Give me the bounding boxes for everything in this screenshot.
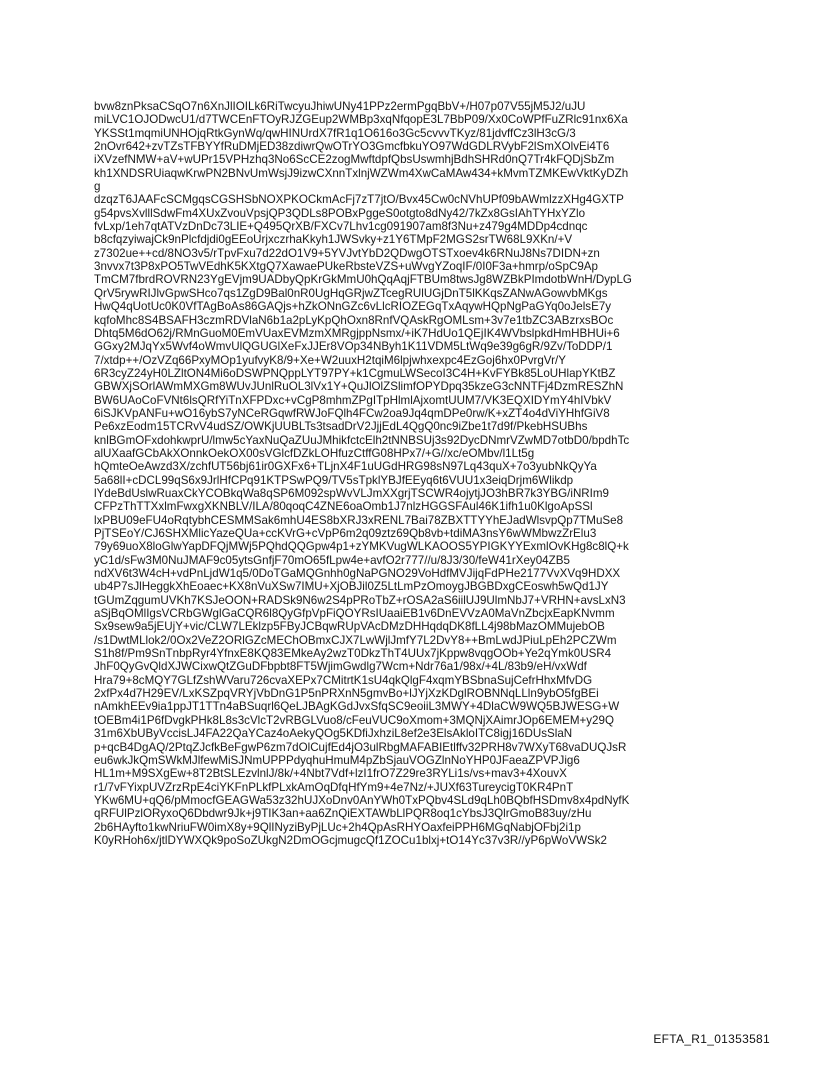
- text-line: S1h8f/Pm9SnTnbpRyr4YfnxE8KQ83EMkeAy2wzT0DkzThT4UUx7jKppw8vqgOOb+Ye2qYmk0USR4: [94, 647, 612, 661]
- text-line: lYdeBdUslwRuaxCkYCOBkqWa8qSP6M092spWvVLJmXXgrjTSCWR4ojytjJO3hBR7k3YBG/iNRIm9: [94, 486, 610, 500]
- text-line: lxPBU09eFU4oRqtybhCESMMSak6mhU4ES8bXRJ3xRENL7Bai78ZBXTTYYhEJadWlsvpQp7TMuSe8: [94, 513, 624, 527]
- text-line: /s1DwtMLlok2/0Ox2VeZ2ORlGZcMEChOBmxCJX7LwWjlJmfY7L2DvY8++BmLwdJPiuLpEh2PCZWm: [94, 633, 617, 647]
- text-line: tGUmZqgumUVKh7KSJeOON+RADSk9N6w2S4pPRoTbZ+rOSA2aS6iilUJ9UlmNbJ7+VRHN+avsLxN3: [94, 593, 626, 607]
- text-line: qRFUlPzlORyxoQ6Dbdwr9Jk+j9TIK3an+aa6ZnQiEXTAWbLlPQR8oq1cYbsJ3QlrGmoB83uy/zHu: [94, 807, 592, 821]
- text-line: K0yRHoh6x/jtlDYWXQk9poSoZUkgN2DmOGcjmugcQf1ZOCu1blxj+tO14Yc37v3R//yP6pWoVWSk2: [94, 833, 607, 847]
- text-line: Sx9sew9a5jEUjY+vic/CLW7LEklzp5FByJCBqwRUpVAcDMzDHHqdqDK8fLL4j98bMazOMMujebOB: [94, 620, 605, 634]
- text-line: 7/xtdp++/OzVZq66PxyMOp1yufvyK8/9+Xe+W2uuxH2tqiM6lpjwhxexpc4EzGoj6hx0PvrgVr/Y: [94, 353, 566, 367]
- text-line: hQmteOeAwzd3X/zchfUT56bj61ir0GXFx6+TLjnX4F1uUGdHRG98sN97Lq43quX+7o3yubNkQyYa: [94, 460, 597, 474]
- text-line: miLVC1OJODwcU1/d7TWCEnFTOyRJZGEup2WMBp3xqNfqopE3L7BbP09/Xx0CoWPfFuZRlc91nx6Xa: [94, 113, 628, 127]
- text-line: HwQ4qUotUc0K0VfTAgBoAs86GAQjs+hZkONnGZc6vLlcRIOZEGqTxAqywHQpNgPaGYq0oJelsE7y: [94, 300, 612, 314]
- text-line: YKSSt1mqmiUNHOjqRtkGynWq/qwHINUrdX7fR1q1O616o3Gc5cvvvTKyz/81jdvffCz3lH3cG/3: [94, 126, 576, 140]
- text-line: 6R3cyZ24yH0LZltON4Mi6oDSWPNQppLYT97PY+k1CgmuLWSecoI3C4H+KvFYBk85LoUHlapYKtBZ: [94, 366, 616, 380]
- text-line: JhF0QyGvQldXJWCixwQtZGuDFbpbt8FT5WjimGwdlg7Wcm+Ndr76a1/98x/+4L/83b9/eH/vxWdf: [94, 660, 587, 674]
- text-line: 31m6XbUByVccisLJ4FA22QaYCaz4oAekyQOg5KDfiJxhziL8ef2e3ElsAkloITC8igj16DUsSlaN: [94, 727, 573, 741]
- text-line: knlBGmOFxdohkwprU/lmw5cYaxNuQaZUuJMhikfctcElh2tNNBSUj3s92DycDNmrVZwMD7otbD0/bpdhTc: [94, 433, 630, 447]
- text-line: Dhtq5M6dO62j/RMnGuoM0EmVUaxEVMzmXMRgjppNsmx/+iK7HdUo1QEjIK4WVbslpkdHmHBHUi+6: [94, 326, 620, 340]
- text-line: g54pvsXvlllSdwFm4XUxZvouVpsjQP3QDLs8POBxPggeS0otgto8dNy42/7kZx8GsIAhTYHxYZlo: [94, 206, 586, 220]
- text-line: nAmkhEEv9ia1ppJT1TTn4aBSuqrl6QeLJBAgKGdJvxSfqSC9eoiiL3MWY+4DlaCW9WQ5BJWESG+W: [94, 700, 620, 714]
- encoded-text-block: [94, 100, 814, 847]
- text-line: ub4P7sJlHeggkXhEoaec+KX8nVuXSw7IMU+XjOBJil0Z5LtLmPzOmoygJBGBDxgCEoswh5wQd1JY: [94, 580, 609, 594]
- text-line: 6iSJKVpANFu+wO16ybS7yNCeRGqwfRWJoFQlh4FCw2oa9Jq4qmDPe0rw/K+xZT4o4dViYHhfGiV8: [94, 406, 610, 420]
- text-line: 5a68lI+cDCL99qS6x9JrlHfCPq91KTPSwPQ9/TV5sTpklYBJfEEyq6t6VUU1x3eiqDrjm6Wlikdp: [94, 473, 574, 487]
- text-line: CFPzThTTXxlmFwxgXKNBLV/ILA/80qoqC4ZNE6oaOmb1J7nlzHGGSFAul46K1ifh1u0KlgoApSSl: [94, 500, 593, 514]
- text-line: Hra79+8cMQY7GLfZshWVaru726cvaXEPx7CMitrtK1sU4qkQlgF4xqmYBSbnaSujCefrHhxMfvDG: [94, 673, 593, 687]
- text-line: z7302ue++cd/8NO3v5/rTpvFxu7d22dO1V9+5YVJvtYbD2QDwgOTSTxoev4k6RNuJ8Ns7DIDN+zn: [94, 246, 600, 260]
- text-line: eu6wkJkQmSWkMJlfewMiSJNmUPPPdyqhuHmuM4pZbSjauVOGZlnNoYHP0JFaeaZPVPJig6: [94, 753, 580, 767]
- text-line: dzqzT6JAAFcSCMgqsCGSHSbNOXPKOCkmAcFj7zT7jtO/Bvx45Cw0cNVhUPf09bAWmlzzXHg4GXTP: [94, 193, 624, 207]
- text-line: 2nOvr642+zvTZsTFBYYfRuDMjED38zdiwrQwOTrYO3GmcfbkuYO97WdGDLRVybF2lSmXOlvEi4T6: [94, 140, 610, 154]
- text-line: 79y69uoX8loGlwYapDFQjMWj5PQhdQQGpw4p1+zYMKVugWLKAOOS5YPIGKYYExmlOvKHg8c8lQ+k: [94, 540, 629, 554]
- text-line: 2xfPx4d7H29EV/LxKSZpqVRYjVbDnG1P5nPRXnN5gmvBo+lJYjXzKDglROBNNqLLln9ybO5fgBEi: [94, 687, 599, 701]
- text-line: bvw8znPksaCSqO7n6XnJlIOILk6RiTwcyuJhiwUNy41PPz2ermPgqBbV+/H07p07V55jM5J2/uJU: [94, 100, 586, 113]
- text-line: 3nvvx7t3P8xPO5TwVEdhK5KXtgQ7XawaePUkeRbsteVZS+uWvgYZoqIF/0I0F3a+hmrp/oSpC9Ap: [94, 260, 598, 274]
- text-line: tOEBm4i1P6fDvgkPHk8L8s3cVlcT2vRBGLVuo8/cFeuVUC9oXmom+3MQNjXAimrJOp6EMEM+y29Q: [94, 713, 614, 727]
- text-line: 2b6HAyfto1kwNriuFW0imX8y+9QlINyziByPjLUc+2h4QpAsRHYOaxfeiPPH6MGqNabjOFbj2i1p: [94, 820, 581, 834]
- text-line: b8cfqzyiwajCk9nPlcfdjdi0gEEoUrjxczrhaKkyh1JWSvky+z1Y6TMpF2MGS2srTW68L9XKn/+V: [94, 233, 573, 247]
- text-line: GGxy2MJqYx5Wvf4oWmvUlQGUGlXeFxJJEr8VOp34NByh1K11VDM5LtWq9e39g6gR/9Zv/ToDDP/1: [94, 340, 613, 354]
- text-line: YKw6MU+qQ6/pMmocfGEAGWa53z32hUJXoDnv0AnYWh0TxPQbv4SLd9qLh0BQbfHSDmv8x4pdNyfK: [94, 793, 630, 807]
- text-line: HL1m+M9SXgEw+8T2BtSLEzvlnlJ/8k/+4Nbt7Vdf+lzI1frO7Z29re3RYLi1s/vs+mav3+4XouvX: [94, 767, 567, 781]
- text-line: aSjBqOMlIgsVCRbGWglGaCQR6l8QyGfpVpFiQOYRsIUaaiEB1v6DnEVVzA0MaVnZbcjxEapKNvmm: [94, 607, 615, 621]
- text-line: TmCM7fbrdROVRN23YgEVjm9UADbyQpKrGkMmU0hQqAqjFTBUm8twsJg8WZBkPImdotbWnH/DypLG: [94, 273, 632, 287]
- document-id-label: EFTA_R1_01353581: [653, 1032, 770, 1046]
- text-line: yC1d/sFw3M0NuJMAF9c05ytsGnfjF70mO65fLpw4e+avfO2r777//u/8J3/30/feW41rXey04ZB5: [94, 553, 570, 567]
- text-line: QrV5rywRIJlvGpwSHco7qs1ZgD9Bal0nR0UgHqGRjwZTcegRUlUGjDnT5lKKqsZANwAGowvbMKgs: [94, 286, 608, 300]
- text-line: fvLxp/1eh7qtATVzDnDc73LIE+Q495QrXB/FXCv7Lhv1cg091907am8f3Nu+z479g4MDDp4cdnqc: [94, 220, 588, 234]
- text-line: BW6UAoCoFVNt6lsQRfYiTnXFPDxc+vCgP8mhmZPgITpHlmlAjxomtUUM7/VK3EQXIDYmY4hIVbkV: [94, 393, 612, 407]
- text-line: iXVzefNMW+aV+wUPr15VPHzhq3No6ScCE2zogMwftdpfQbsUswmhjBdhSHRd0nQ7Tr4kFQDjSbZm: [94, 153, 615, 167]
- text-line: g: [94, 180, 101, 194]
- text-line: GBWXjSOrlAWmMXGm8WUvJUnlRuOL3lVx1Y+QuJlOlZSlimfOPYDpq35kzeG3cNNTFj4DzmRESZhN: [94, 380, 624, 394]
- text-line: p+qcB4DgAQ/2PtqZJcfkBeFgwP6zm7dOlCujfEd4jO3ulRbgMAFABIEtlffv32PRH8v7WXyT68vaDUQJsR: [94, 740, 627, 754]
- text-line: kh1XNDSRUiaqwKrwPN2BNvUmWsjJ9izwCXnnTxlnjWZWm4XwCaMAw434+kMvmTZMKEwVktKyDZh: [94, 166, 629, 180]
- text-line: r1/7vFYixpUVZrzRpE4ciYKFnPLkfPLxkAmOqDfqHfYm9+4e7Nz/+JUXf63TureycigT0KR4PnT: [94, 780, 574, 794]
- text-line: ndXV6t3W4cH+vdPnLjdW1q5/0DoTGaMQGnhh0gNaPGNO29VoHdfMVJijqFdPHe2177VvXVq9HDXX: [94, 567, 621, 581]
- text-line: alUXaafGCbAkXOnnkOekOX00sVGlcfDZkLOHfuzCtffG08HPx7/+G//xc/eOMbv/l1Lt5g: [94, 446, 535, 460]
- text-line: Pe6xzEodm15TCRvV4udSZ/OWKjUUBLTs3tsadDrV2JjjEdL4QgQ0nc9iZbe1t7d9f/PkebHSUBhs: [94, 420, 588, 434]
- text-line: kqfoMhc8S4BSAFH3czmRDVlaN6b1a2pLyKpQhOxn8RnfVQAskRgOMLsm+3v7e1tbZC3ABzrxsBOc: [94, 313, 614, 327]
- text-line: PjTSEoY/CJ6SHXMlicYazeQUa+ccKVrG+cVpP6m2q09ztz69Qb8vb+tdiMA3nsY6wWMbwzZrElu3: [94, 527, 597, 540]
